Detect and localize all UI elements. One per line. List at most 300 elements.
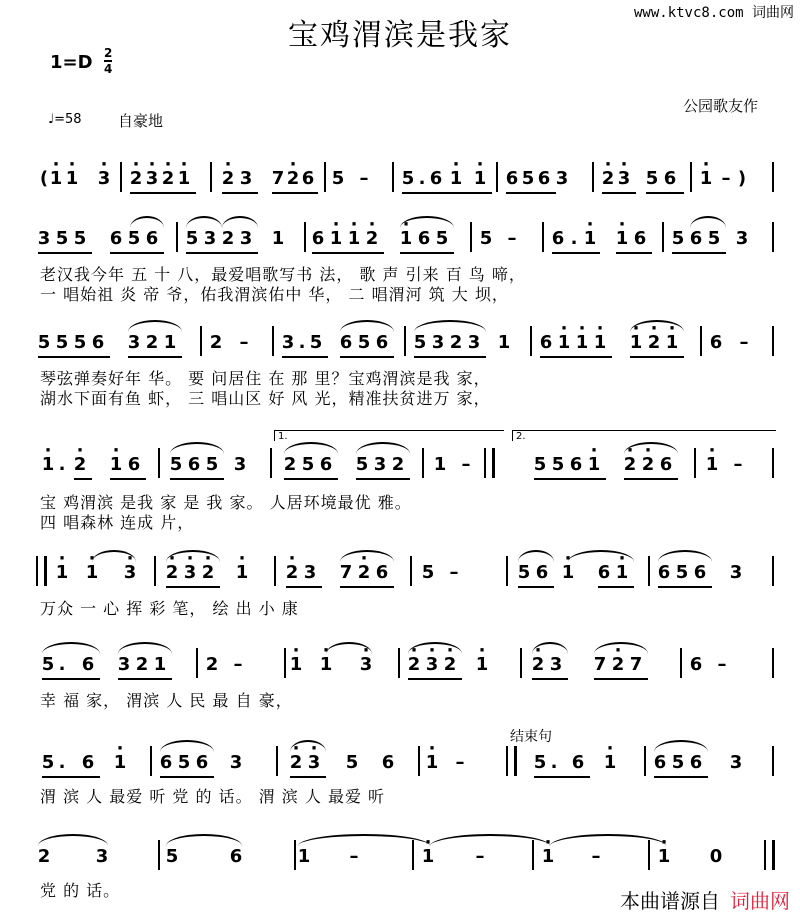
note: · 1 — [542, 846, 555, 868]
note: 5 — [357, 332, 371, 353]
note: 6 — [381, 752, 395, 773]
note: 5 — [331, 168, 345, 189]
author-credit: 公园歌友作 — [682, 97, 758, 115]
note: 6 — [91, 332, 105, 353]
note: · 3 — [426, 654, 439, 676]
barline — [644, 746, 646, 776]
note: · 3 — [146, 168, 159, 190]
key-signature: 1=D — [50, 52, 93, 73]
beam-underline — [282, 356, 328, 358]
note: · 1 — [616, 228, 629, 250]
note: 6 — [535, 562, 549, 583]
barline — [324, 162, 326, 192]
barline — [398, 648, 400, 678]
slur-arc — [550, 834, 666, 846]
note: · 2 — [166, 562, 179, 584]
note: . — [58, 654, 66, 675]
note: 6 — [195, 752, 209, 773]
note: 5 — [345, 752, 359, 773]
note: 5 — [41, 654, 55, 675]
song-title: 宝鸡渭滨是我家 — [288, 18, 512, 53]
note: 3 — [127, 332, 141, 353]
beam-underline — [408, 678, 462, 680]
note: · 2 — [624, 454, 637, 476]
beam-underline — [290, 776, 326, 778]
note: · 1 — [56, 562, 69, 584]
note: 5 — [675, 562, 689, 583]
barline — [120, 162, 122, 192]
note: · 1 — [588, 454, 601, 476]
barline — [200, 326, 202, 356]
beam-underline — [166, 586, 220, 588]
barline — [690, 162, 692, 192]
note: 5 — [521, 168, 535, 189]
double-barline — [484, 448, 495, 478]
note: 5 — [421, 562, 435, 583]
note: . — [58, 454, 66, 475]
note: 3 — [203, 228, 217, 249]
note: · 1 — [558, 332, 571, 354]
note: · 2 — [287, 168, 300, 190]
time-top: 2 — [104, 46, 113, 60]
note: 7 — [593, 654, 607, 675]
beam-underline — [552, 252, 600, 254]
note: · 1 — [576, 332, 589, 354]
note: – — [455, 752, 465, 773]
note: · 1 — [666, 332, 679, 354]
beam-underline — [630, 356, 684, 358]
note: · 1 — [66, 168, 79, 190]
slur-arc — [284, 442, 338, 454]
note: 5 — [435, 228, 449, 249]
barline — [700, 326, 702, 356]
beam-underline — [74, 478, 92, 480]
note: 3 — [239, 228, 253, 249]
note: · 1 — [178, 168, 191, 190]
note: · 1 — [604, 752, 617, 774]
note: · 1 — [110, 454, 123, 476]
note: 6 — [571, 752, 585, 773]
lyric-line: 宝 鸡渭滨 是我 家 是 我 家。 人居环境最优 雅。 — [40, 493, 412, 512]
beam-underline — [110, 478, 146, 480]
time-signature — [104, 46, 112, 76]
note: · 1 — [658, 846, 671, 868]
beam-underline — [534, 478, 606, 480]
note: · 2 — [358, 562, 371, 584]
beam-underline — [222, 192, 258, 194]
barline — [506, 556, 508, 586]
barline — [680, 648, 682, 678]
note: 6 — [663, 168, 677, 189]
note: · 2 — [222, 168, 235, 190]
slur-arc — [38, 834, 108, 846]
note: · 2 — [74, 454, 87, 476]
slur-arc — [356, 442, 410, 454]
barline — [772, 746, 774, 776]
note: 2 — [205, 654, 219, 675]
slur-arc — [160, 740, 214, 752]
note: 6 — [375, 562, 389, 583]
slur-arc — [166, 834, 242, 846]
note: · 3 — [124, 562, 137, 584]
note: · 2 — [290, 752, 303, 774]
note: 5 — [309, 332, 323, 353]
note: . — [550, 752, 558, 773]
barline — [210, 162, 212, 192]
note: 1 — [497, 332, 511, 353]
note: 3 — [373, 454, 387, 475]
note: 3 — [303, 562, 317, 583]
note: ( — [39, 168, 49, 189]
lyric-line: 湖水下面有鱼 虾， 三 唱山区 好 风 光，精准扶贫进万 家， — [40, 389, 491, 408]
note: 5 — [165, 846, 179, 867]
beam-underline — [312, 252, 384, 254]
note: 6 — [633, 228, 647, 249]
note: 1 — [433, 454, 447, 475]
note: 6 — [657, 562, 671, 583]
note: 5 — [73, 332, 87, 353]
barline — [592, 162, 594, 192]
note: 5 — [37, 332, 51, 353]
barline — [154, 556, 156, 586]
footer-left: 本曲谱源自 — [620, 889, 720, 913]
beam-underline — [38, 356, 110, 358]
note: 2 — [135, 654, 149, 675]
note: · 2 — [366, 228, 379, 250]
note: . — [58, 752, 66, 773]
note: · 1 — [700, 168, 713, 190]
barline — [662, 222, 664, 252]
beam-underline — [128, 356, 182, 358]
note: · 2 — [162, 168, 175, 190]
note: · 1 — [290, 654, 303, 676]
barline — [772, 556, 774, 586]
note: · 1 — [450, 168, 463, 190]
note: 6 — [109, 228, 123, 249]
note: 2 — [283, 454, 297, 475]
beam-underline — [118, 678, 172, 680]
note: 5 — [205, 454, 219, 475]
site-url[interactable]: www.ktvc8.com 词曲网 — [633, 5, 794, 21]
note: · 2 — [602, 168, 615, 190]
note: 6 — [597, 562, 611, 583]
note: 5 — [671, 228, 685, 249]
beam-underline — [518, 586, 554, 588]
note: 2 — [221, 228, 235, 249]
expression-mark: 自豪地 — [118, 112, 164, 130]
note: 5 — [41, 752, 55, 773]
note: 6 — [417, 228, 431, 249]
barline — [418, 746, 420, 776]
note: · 2 — [130, 168, 143, 190]
note: 1 — [271, 228, 285, 249]
barline — [410, 556, 412, 586]
note: 5 — [707, 228, 721, 249]
note: · 2 — [648, 332, 661, 354]
note: – — [359, 168, 369, 189]
beam-underline — [42, 678, 100, 680]
note: 3 — [281, 332, 295, 353]
barline — [772, 326, 774, 356]
note: 6 — [301, 168, 315, 189]
note: · 3 — [618, 168, 631, 190]
note: · 2 — [444, 654, 457, 676]
lyric-line: 一 唱始祖 炎 帝 爷，佑我渭滨佑中 华， 二 唱渭河 筑 大 坝， — [40, 285, 509, 304]
note: · 1 — [50, 168, 63, 190]
note: · 1 — [348, 228, 361, 250]
note: · 3 — [360, 654, 373, 676]
staff-row-8 — [0, 836, 800, 876]
beam-underline — [38, 252, 92, 254]
note: 3 — [555, 168, 569, 189]
note: 6 — [689, 654, 703, 675]
double-barline — [36, 556, 47, 586]
lyric-line: 万众 一 心 挥 彩 笔， 绘 出 小 康 — [40, 599, 299, 618]
barline — [772, 448, 774, 478]
note: 5 — [355, 454, 369, 475]
note: · 1 — [616, 562, 629, 584]
note: – — [233, 654, 243, 675]
note: – — [717, 654, 727, 675]
note: · 3 — [308, 752, 321, 774]
barline — [648, 556, 650, 586]
beam-underline — [340, 356, 394, 358]
note: 6 — [187, 454, 201, 475]
footer-source — [620, 885, 790, 914]
note: – — [733, 454, 743, 475]
double-barline — [506, 746, 517, 776]
note: 1 — [163, 332, 177, 353]
note: – — [461, 454, 471, 475]
note: 6 — [311, 228, 325, 249]
note: 6 — [81, 654, 95, 675]
beam-underline — [658, 586, 712, 588]
barline — [176, 222, 178, 252]
note: 6 — [693, 562, 707, 583]
note: 5 — [517, 562, 531, 583]
beam-underline — [534, 776, 590, 778]
note: · 2 — [612, 654, 625, 676]
note: 6 — [429, 168, 443, 189]
beam-underline — [506, 192, 556, 194]
note: . — [418, 168, 426, 189]
beam-underline — [414, 356, 486, 358]
note: 3 — [729, 752, 743, 773]
staff-row-3 — [0, 322, 800, 362]
beam-underline — [284, 478, 338, 480]
note: – — [591, 846, 601, 867]
note: 5 — [645, 168, 659, 189]
note: · 1 — [330, 228, 343, 250]
beam-underline — [42, 776, 100, 778]
note: 5 — [73, 228, 87, 249]
slur-arc — [340, 550, 394, 562]
note: 5 — [169, 454, 183, 475]
note: · 1 — [320, 654, 333, 676]
footer-brand[interactable]: 词曲网 — [730, 889, 790, 913]
note: 1 — [297, 846, 311, 867]
note: 6 — [539, 332, 553, 353]
note: 5 — [413, 332, 427, 353]
note: · 2 — [408, 654, 421, 676]
beam-underline — [286, 586, 322, 588]
beam-underline — [340, 586, 394, 588]
barline — [270, 448, 272, 478]
note: 3 — [239, 168, 253, 189]
note: 6 — [709, 332, 723, 353]
barline — [158, 840, 160, 870]
beam-underline — [602, 192, 636, 194]
lyric-line: 渭 滨 人 最爱 听 党 的 话。 渭 滨 人 最爱 听 — [40, 787, 386, 806]
note: 6 — [689, 228, 703, 249]
note: 6 — [159, 752, 173, 773]
note: – — [721, 168, 731, 189]
note: · 1 — [400, 228, 413, 250]
note: 3 — [467, 332, 481, 353]
lyric-line: 琴弦弹奏好年 华。 要 问居住 在 那 里？宝鸡渭滨是我 家， — [40, 369, 491, 388]
note: 6 — [375, 332, 389, 353]
note: · 1 — [562, 562, 575, 584]
slur-arc — [690, 216, 726, 228]
staff-row-1 — [0, 158, 800, 198]
note: 6 — [319, 454, 333, 475]
beam-underline — [540, 356, 612, 358]
note: · 1 — [426, 752, 439, 774]
note: 2 — [449, 332, 463, 353]
note: 5 — [177, 752, 191, 773]
slur-arc — [518, 550, 554, 562]
lyric-line: 党 的 话。 — [40, 881, 121, 900]
barline — [272, 326, 274, 356]
staff-row-4 — [0, 444, 800, 484]
note: 3 — [229, 752, 243, 773]
slur-arc — [118, 642, 172, 654]
time-bottom: 4 — [104, 62, 113, 76]
beam-underline — [624, 478, 678, 480]
slur-arc — [222, 216, 258, 228]
note: · 1 — [236, 562, 249, 584]
note: 6 — [653, 752, 667, 773]
beam-underline — [594, 678, 648, 680]
barline — [772, 162, 774, 192]
barline — [496, 162, 498, 192]
note: · 2 — [202, 562, 215, 584]
note: · 1 — [86, 562, 99, 584]
note: 6 — [659, 454, 673, 475]
barline — [274, 556, 276, 586]
barline — [196, 648, 198, 678]
slur-arc — [298, 834, 430, 846]
note: 5 — [671, 752, 685, 773]
barline — [470, 222, 472, 252]
note: 6 — [81, 752, 95, 773]
slur-arc — [654, 740, 708, 752]
barline — [772, 648, 774, 678]
note: 3 — [117, 654, 131, 675]
note: 5 — [301, 454, 315, 475]
note: – — [239, 332, 249, 353]
note: 5 — [127, 228, 141, 249]
note: 6 — [339, 332, 353, 353]
note: · 1 — [474, 168, 487, 190]
note: – — [507, 228, 517, 249]
note: · 3 — [98, 168, 111, 190]
note: 3 — [549, 654, 563, 675]
note: · 2 — [642, 454, 655, 476]
note: 5 — [55, 332, 69, 353]
note: · 1 — [114, 752, 127, 774]
barline — [404, 326, 406, 356]
beam-underline — [402, 192, 492, 194]
slur-arc — [340, 320, 394, 332]
slur-arc — [42, 642, 100, 654]
barline — [294, 840, 296, 870]
note: 2 — [391, 454, 405, 475]
note: · 1 — [476, 654, 489, 676]
note: · 1 — [42, 454, 55, 476]
note: 5 — [185, 228, 199, 249]
note: 5 — [533, 454, 547, 475]
note: 3 — [735, 228, 749, 249]
barline — [158, 448, 160, 478]
slur-arc — [130, 216, 164, 228]
note: 0 — [709, 846, 723, 867]
note: · 2 — [532, 654, 545, 676]
beam-underline — [616, 252, 652, 254]
beam-underline — [160, 776, 214, 778]
slur-arc — [186, 216, 222, 228]
lyric-line: 老汉我今年 五 十 八，最爱唱歌写书 法， 歌 声 引来 百 鸟 啼， — [40, 265, 526, 284]
double-barline — [764, 840, 775, 870]
note: 3 — [431, 332, 445, 353]
note: 2 — [209, 332, 223, 353]
note: 5 — [55, 228, 69, 249]
staff-row-5 — [0, 552, 800, 592]
note: 6 — [127, 454, 141, 475]
staff-row-6 — [0, 644, 800, 684]
beam-underline — [598, 586, 634, 588]
note: · 3 — [184, 562, 197, 584]
tempo-mark: ♩=58 — [48, 112, 82, 127]
slur-arc — [430, 834, 550, 846]
note: 5 — [551, 454, 565, 475]
note: · 1 — [584, 228, 597, 250]
note: 6 — [505, 168, 519, 189]
slur-arc — [414, 320, 486, 332]
note: . — [298, 332, 306, 353]
barline — [150, 746, 152, 776]
note: 6 — [145, 228, 159, 249]
volta-2: 2. — [512, 430, 776, 441]
note: 6 — [689, 752, 703, 773]
beam-underline — [654, 776, 708, 778]
note: – — [449, 562, 459, 583]
note: 2 — [37, 846, 51, 867]
note: 1 — [153, 654, 167, 675]
ending-label: 结束句 — [510, 729, 552, 745]
beam-underline — [672, 252, 726, 254]
barline — [772, 222, 774, 252]
lyric-line: 幸 福 家， 渭滨 人 民 最 自 豪， — [40, 691, 293, 710]
note: 3 — [95, 846, 109, 867]
slur-arc — [658, 550, 712, 562]
note: 5 — [533, 752, 547, 773]
note: · 1 — [706, 454, 719, 476]
note: 6 — [569, 454, 583, 475]
beam-underline — [170, 478, 224, 480]
note: – — [349, 846, 359, 867]
note: 5 — [401, 168, 415, 189]
